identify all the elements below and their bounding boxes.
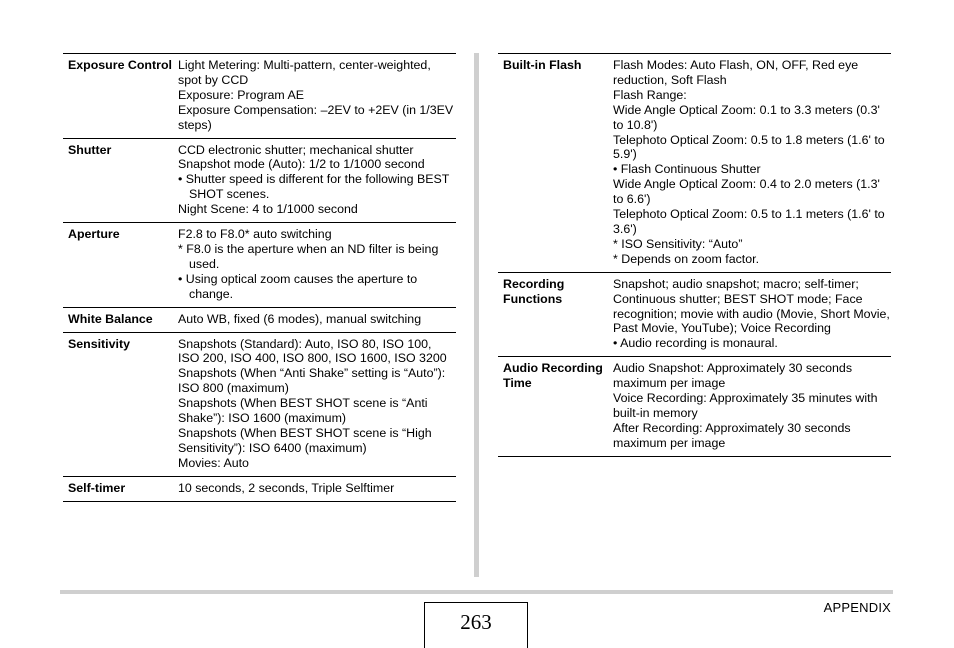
spec-bullet: • Shutter speed is different for the following BEST SHOT scenes. — [178, 172, 450, 202]
spec-line: Light Metering: Multi-pattern, center-weighted, spot by CCD — [178, 58, 431, 87]
spec-line: After Recording: Approximately 30 seconds maximum per image — [613, 420, 851, 450]
spec-label: Audio Recording Time — [503, 361, 603, 391]
section-label: APPENDIX — [823, 600, 891, 615]
spec-line: Snapshots (When “Anti Shake” setting is “Auto”): ISO 800 (maximum) — [178, 366, 446, 396]
spec-line: 10 seconds, 2 seconds, Triple Selftimer — [178, 480, 395, 495]
spec-row — [63, 476, 456, 502]
spec-label: Aperture — [68, 227, 120, 242]
spec-label: Exposure Control — [68, 58, 172, 72]
spec-row — [63, 332, 456, 476]
spec-label: Built-in Flash — [503, 58, 582, 72]
spec-note: * Depends on zoom factor. — [613, 251, 760, 266]
spec-note: * ISO Sensitivity: “Auto” — [613, 236, 743, 251]
spec-row — [498, 272, 891, 357]
spec-value — [178, 480, 456, 496]
spec-line: Snapshots (Standard): Auto, ISO 80, ISO 100, ISO 200, ISO 400, ISO 800, ISO 1600, ISO 3200 — [178, 336, 447, 366]
spec-value — [178, 336, 456, 471]
spec-label: Shutter — [68, 142, 112, 157]
spec-bullet: • Using optical zoom causes the aperture to change. — [178, 271, 418, 301]
spec-line: Movies: Auto — [178, 455, 249, 470]
spec-label: Recording Functions — [503, 276, 565, 306]
spec-value — [178, 142, 456, 218]
spec-label: Self-timer — [68, 480, 126, 495]
spec-line: Snapshot mode (Auto): 1/2 to 1/1000 second — [178, 157, 425, 172]
spec-table-left — [63, 53, 456, 502]
spec-line: Telephoto Optical Zoom: 0.5 to 1.8 meters (1.6' to 5.9') — [613, 132, 885, 162]
spec-label: White Balance — [68, 311, 153, 326]
spec-value — [178, 311, 456, 327]
spec-line: Auto WB, fixed (6 modes), manual switching — [178, 311, 422, 326]
spec-row — [63, 53, 456, 138]
spec-line: Flash Modes: Auto Flash, ON, OFF, Red eye reduction, Soft Flash — [613, 58, 859, 87]
spec-line: Audio Snapshot: Approximately 30 seconds maximum per image — [613, 361, 853, 391]
spec-bullet: • Audio recording is monaural. — [613, 336, 778, 351]
column-divider — [474, 53, 479, 577]
spec-line: Snapshots (When BEST SHOT scene is “High Sensitivity”): ISO 6400 (maximum) — [178, 425, 432, 455]
spec-line: Flash Range: — [613, 87, 687, 102]
spec-line: Voice Recording: Approximately 35 minutes with built-in memory — [613, 391, 878, 420]
spec-note: * F8.0 is the aperture when an ND filter is being used. — [178, 241, 439, 271]
footer-rule — [60, 590, 893, 594]
spec-row — [63, 138, 456, 223]
spec-table-right — [498, 53, 891, 457]
spec-value — [613, 57, 891, 267]
spec-label: Sensitivity — [68, 336, 130, 351]
page-number: 263 — [424, 602, 528, 648]
spec-row — [498, 356, 891, 456]
spec-line: F2.8 to F8.0* auto switching — [178, 227, 332, 242]
spec-value — [178, 57, 456, 133]
spec-line: Wide Angle Optical Zoom: 0.4 to 2.0 meters (1.3' to 6.6') — [613, 177, 880, 207]
spec-line: Exposure Compensation: –2EV to +2EV (in 1/3EV steps) — [178, 102, 454, 132]
spec-row — [63, 222, 456, 307]
spec-line: Snapshots (When BEST SHOT scene is “Anti Shake”): ISO 1600 (maximum) — [178, 396, 428, 426]
spec-line: Exposure: Program AE — [178, 87, 305, 102]
spec-row — [498, 53, 891, 272]
spec-value — [178, 226, 456, 302]
spec-line: Snapshot; audio snapshot; macro; self-timer; Continuous shutter; BEST SHOT mode; Face recognition; movie with audio (Movie, Short Movie, Past Movie, YouTube); Voice Recording — [613, 276, 890, 336]
spec-line: CCD electronic shutter; mechanical shutter — [178, 142, 414, 157]
spec-value — [613, 276, 891, 352]
spec-row — [63, 307, 456, 332]
spec-line: Wide Angle Optical Zoom: 0.1 to 3.3 meters (0.3' to 10.8') — [613, 102, 880, 132]
spec-line: Night Scene: 4 to 1/1000 second — [178, 202, 358, 217]
spec-value — [613, 360, 891, 450]
spec-line: Telephoto Optical Zoom: 0.5 to 1.1 meters (1.6' to 3.6') — [613, 207, 885, 236]
spec-bullet: • Flash Continuous Shutter — [613, 162, 761, 177]
